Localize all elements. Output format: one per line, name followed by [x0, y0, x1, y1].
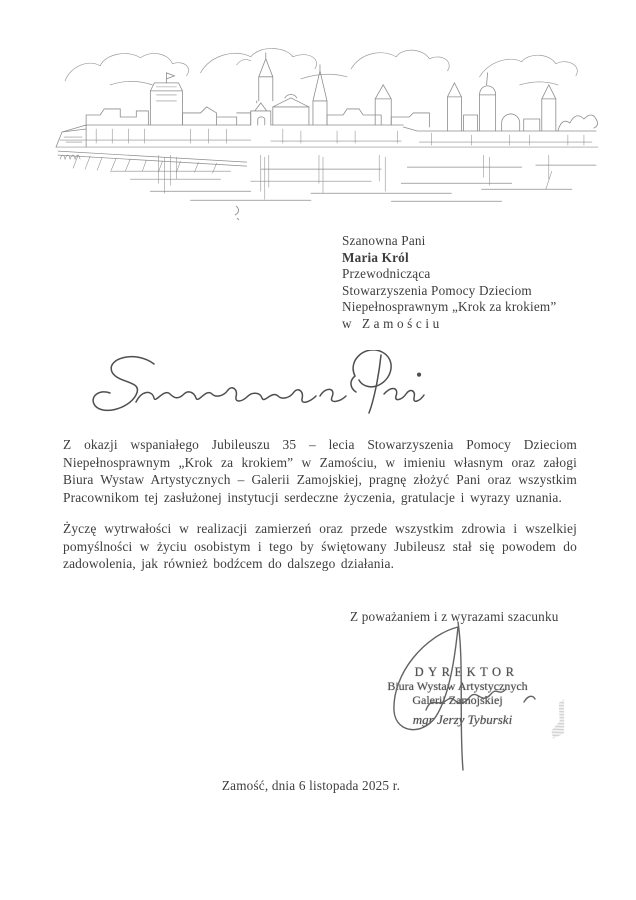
recipient-city: w Zamościu	[342, 315, 443, 331]
recipient-title: Przewodnicząca	[342, 266, 431, 282]
stamp-institution-line2: Galerii Zamojskiej	[412, 693, 503, 707]
recipient-block	[342, 233, 556, 333]
handwritten-salutation	[88, 350, 428, 438]
stamp-institution-line1: Biura Wystaw Artystycznych	[387, 679, 528, 693]
letter-body	[63, 436, 577, 573]
director-stamp	[350, 665, 565, 728]
recipient-organization-line2: Niepełnosprawnym „Krok za krokiem”	[342, 299, 557, 315]
clouds	[65, 48, 577, 84]
stamp-title: DYREKTOR	[414, 665, 519, 679]
stray-pen-mark	[231, 204, 245, 222]
body-paragraph-1: Z okazji wspaniałego Jubileuszu 35 – lecia Stowarzyszenia Pomocy Dzieciom Niepełnosprawnym „Krok za krokiem” w Zamościu, w imieniu własnym oraz załogi Biura Wystaw Artystycznych – Galerii Zamojskiej, pragnę złożyć Pani oraz wszystkim Pracownikom tej zasłużonej instytucji serdeczne życzenia, gratulacje i wyrazy uznania.	[63, 437, 577, 506]
place-and-date: Zamość, dnia 6 listopada 2025 r.	[221, 778, 401, 793]
body-paragraph-2: Życzę wytrwałości w realizacji zamierzeń oraz przede wszystkim zdrowia i wszelkiej pomyślności w życiu osobistym i tego by świętowany Jubileusz stał się powodem do zadowolenia, jak również bodźcem do dalszego działania.	[63, 520, 577, 572]
stamp-signer-name: mgr Jerzy Tyburski	[412, 712, 513, 727]
closing-phrase: Z poważaniem i z wyrazami szacunku	[350, 609, 559, 624]
skyline	[56, 53, 598, 147]
recipient-name: Maria Król	[342, 249, 409, 265]
recipient-salutation: Szanowna Pani	[342, 233, 426, 248]
water-reflections	[58, 151, 596, 201]
recipient-organization-line1: Stowarzyszenia Pomocy Dzieciom	[342, 282, 532, 298]
zamosc-panorama-sketch-image	[50, 42, 602, 206]
